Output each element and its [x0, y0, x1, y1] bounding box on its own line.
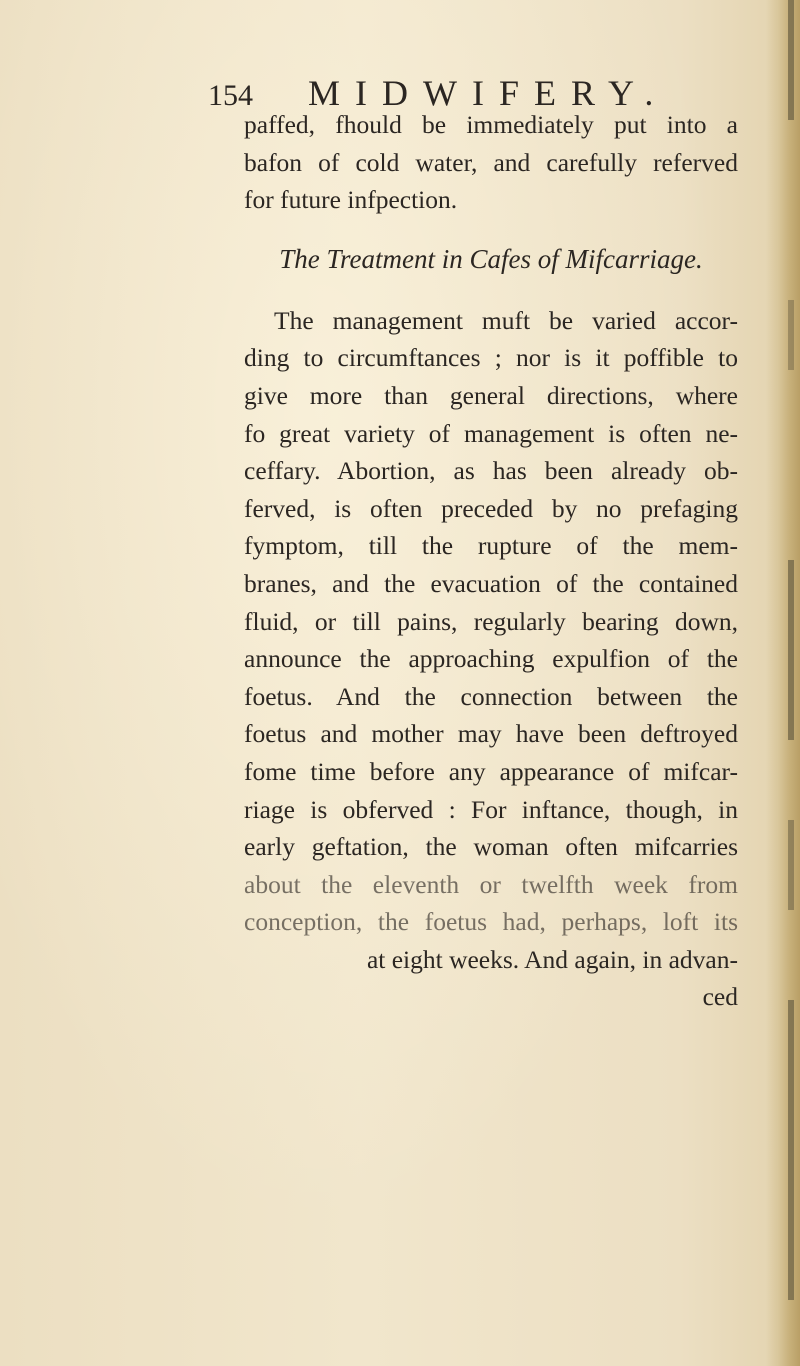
text-line: paffed, fhould be immediately put into a	[244, 110, 738, 139]
text-line: riage is obferved : For inftance, though, in	[244, 794, 738, 824]
text-line: foetus and mother may have been deftroyed	[244, 719, 738, 749]
text-line: The management muft be varied accor-	[274, 305, 738, 335]
text-line: foetus. And the connection between the	[244, 681, 738, 711]
body-paragraph	[244, 302, 738, 1016]
running-title: MIDWIFERY.	[308, 73, 669, 113]
edge-ink-mark	[788, 300, 794, 370]
text-line: ferved, is often preceded by no prefaging	[244, 493, 738, 523]
text-line: fluid, or till pains, regularly bearing down,	[244, 606, 738, 636]
text-line: bafon of cold water, and carefully referved	[244, 147, 738, 177]
page-text	[244, 106, 738, 1016]
edge-ink-mark	[788, 1000, 794, 1300]
opening-paragraph	[244, 106, 738, 219]
edge-ink-mark	[788, 820, 794, 910]
edge-ink-mark	[788, 560, 794, 740]
text-line: fymptom, till the rupture of the mem-	[244, 531, 738, 561]
text-line: fo great variety of management is often ne-	[244, 418, 738, 448]
text-line: early geftation, the woman often mifcarries	[244, 832, 738, 862]
page-edge-shadow	[766, 0, 800, 1366]
text-line: ceffary. Abortion, as has been already ob-	[244, 456, 738, 486]
text-line: ding to circumftances ; nor is it poffible to	[244, 343, 738, 373]
edge-ink-mark	[788, 0, 794, 120]
text-line: branes, and the evacuation of the contained	[244, 568, 738, 598]
text-line: conception, the foetus had, perhaps, loft its	[244, 907, 738, 937]
text-line: for future infpection.	[244, 185, 458, 215]
text-line: at eight weeks. And again, in advan-	[366, 944, 738, 974]
section-heading: The Treatment in Cafes of Mifcarriage.	[279, 243, 703, 274]
text-line: announce the approaching expulfion of the	[244, 644, 738, 674]
text-line: give more than general directions, where	[244, 380, 738, 410]
page-number: 154	[208, 79, 253, 112]
text-line: about the eleventh or twelfth week from	[244, 869, 738, 899]
text-line: fome time before any appearance of mifcar-	[244, 756, 738, 786]
catchword: ced	[702, 982, 738, 1012]
